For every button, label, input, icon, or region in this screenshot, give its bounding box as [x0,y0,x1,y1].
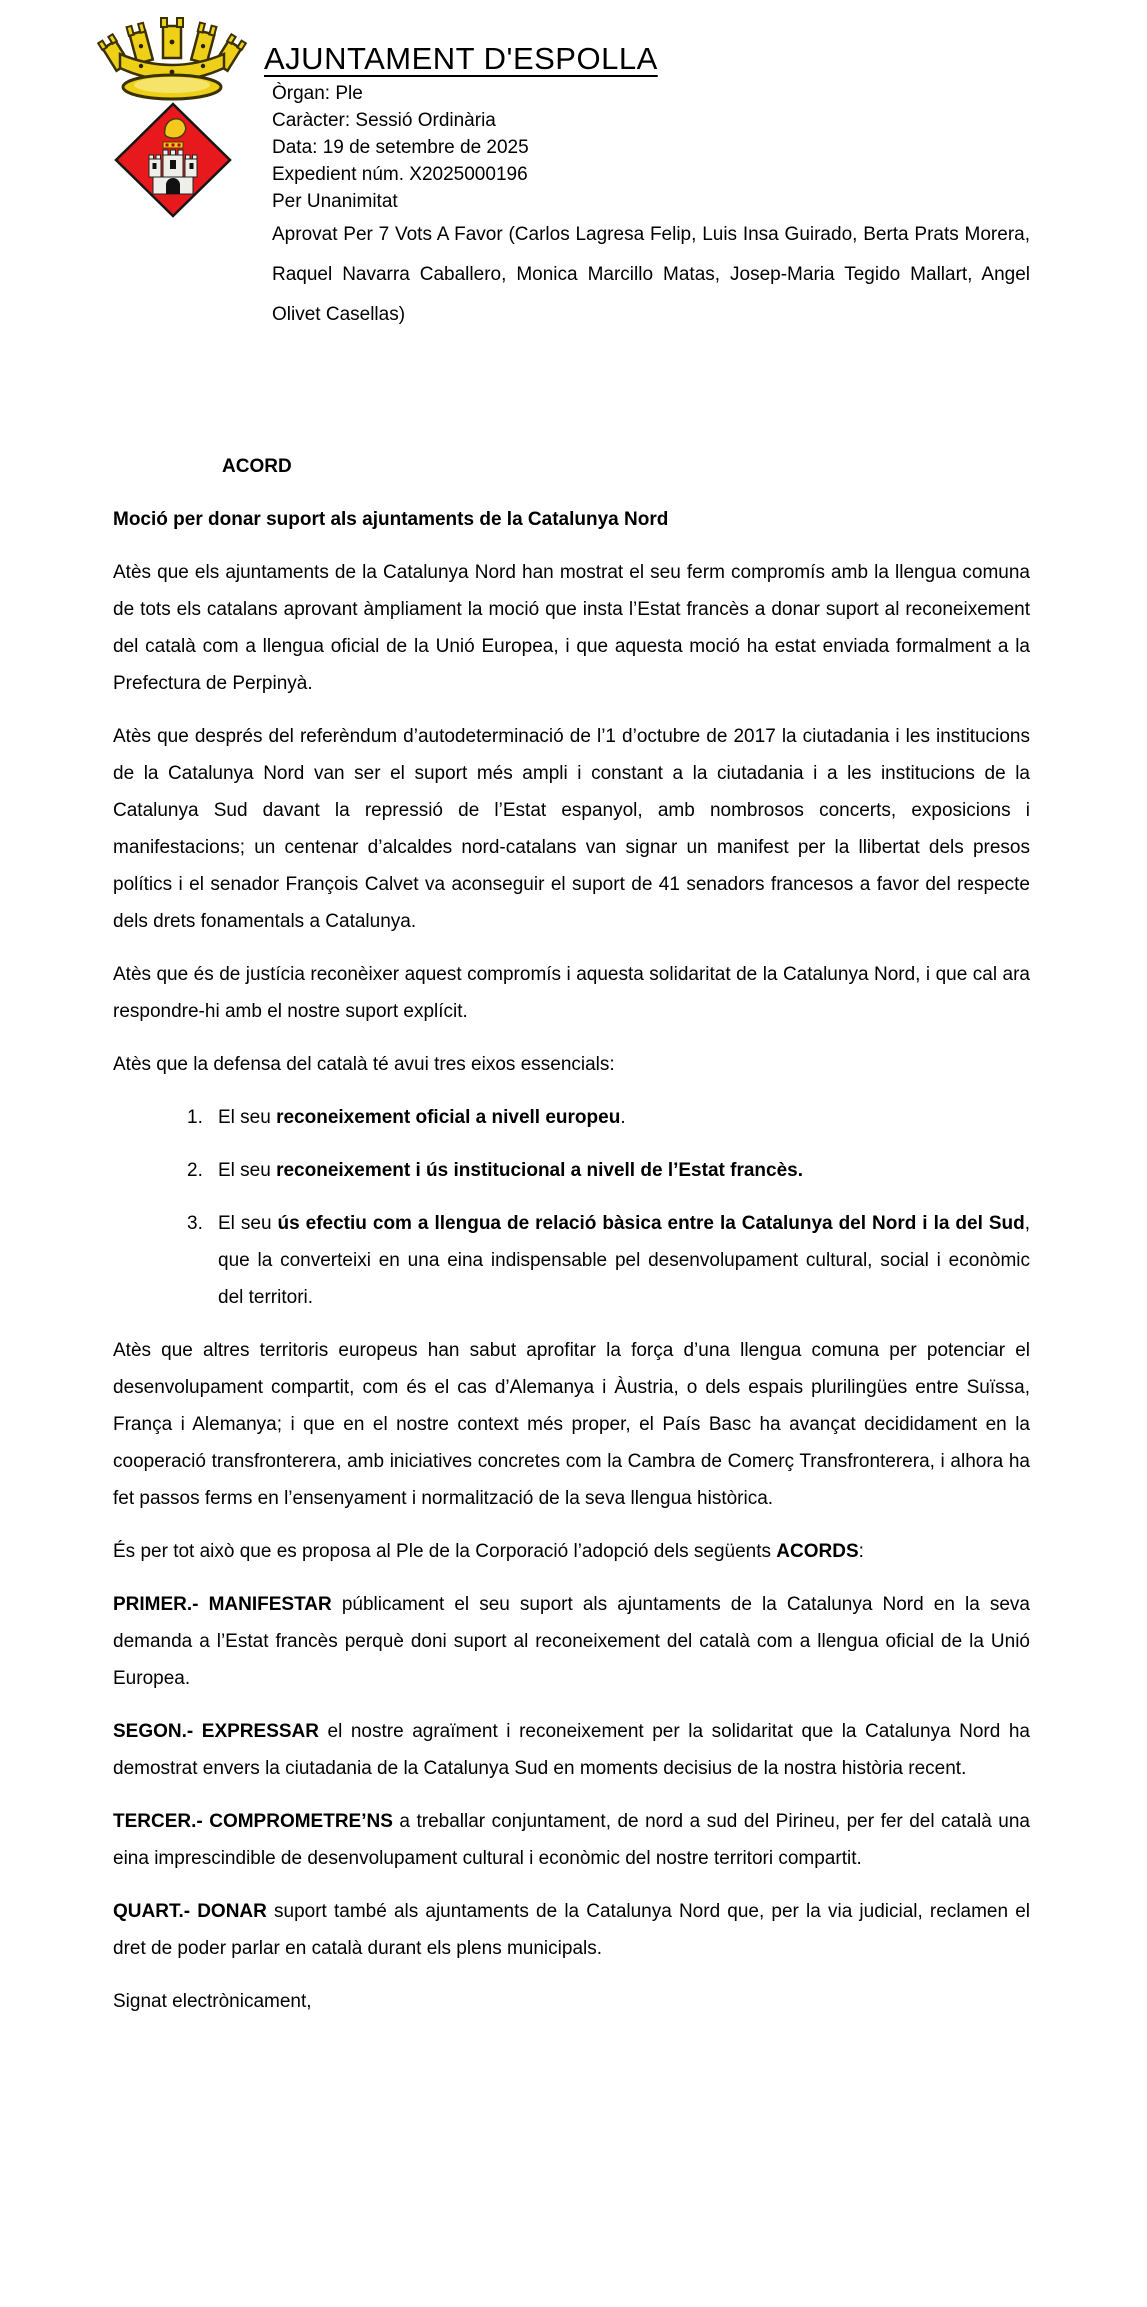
list-item [187,1152,1030,1189]
list-item-text: El seu ús efectiu com a llengua de relació bàsica entre la Catalunya del Nord i la del Sud, que la converteixi en una eina indispensable pel desenvolupament cultural, social i econòmic del territori. [218,1213,1030,1308]
meta-line-character: Caràcter: Sessió Ordinària [272,110,496,131]
list-item-text: El seu reconeixement oficial a nivell europeu. [218,1107,626,1128]
approval-text: Aprovat Per 7 Vots A Favor (Carlos Lagresa Felip, Luis Insa Guirado, Berta Prats Morera, Raquel Navarra Caballero, Monica Marcillo Matas, Josep-Maria Tegido Mallart, Angel Olivet Casellas) [272,224,1030,325]
document-body [113,448,1030,2020]
paragraph-3: Atès que és de justícia reconèixer aquest compromís i aquesta solidaritat de la Catalunya Nord, i que cal ara respondre-hi amb el nostre suport explícit. [113,964,1030,1022]
agreement-tercer: TERCER.- COMPROMETRE’NS a treballar conjuntament, de nord a sud del Pirineu, per fer del català una eina imprescindible de desenvolupament cultural i econòmic del nostre territori compartit. [113,1811,1030,1869]
list-item-number: 2. [187,1160,203,1181]
meta-line-organ: Òrgan: Ple [272,83,363,104]
agreement-segon: SEGON.- EXPRESSAR el nostre agraïment i reconeixement per la solidaritat que la Catalunya Nord ha demostrat envers la ciutadania de la Catalunya Sud en moments decisius de la nostra història recent. [113,1721,1030,1779]
meta-line-unanimity: Per Unanimitat [272,191,398,212]
paragraph-4: Atès que la defensa del català té avui tres eixos essencials: [113,1054,615,1075]
paragraph-2: Atès que després del referèndum d’autodeterminació de l’1 d’octubre de 2017 la ciutadania i les institucions de la Catalunya Nord van ser el suport més ampli i constant a la ciutadania i a les institucions de la Catalunya Sud davant la repressió de l’Estat espanyol, amb nombrosos concerts, exposicions i manifestacions; un centenar d’alcaldes nord-catalans van signar un manifest per la llibertat dels presos polítics i el senador François Calvet va aconseguir el suport de 41 senadors francesos a favor del respecte dels drets fonamentals a Catalunya. [113,726,1030,932]
paragraph-1: Atès que els ajuntaments de la Catalunya Nord han mostrat el seu ferm compromís amb la llengua comuna de tots els catalans aprovant àmpliament la moció que insta l’Estat francès a donar suport al reconeixement del català com a llengua oficial de la Unió Europea, i que aquesta moció ha estat enviada formalment a la Prefectura de Perpinyà. [113,562,1030,694]
list-item [187,1205,1030,1316]
agreement-quart: QUART.- DONAR suport també als ajuntaments de la Catalunya Nord que, per la via judicial, reclamen el dret de poder parlar en català durant els plens municipals. [113,1901,1031,1959]
meta-line-date: Data: 19 de setembre de 2025 [272,137,529,158]
meta-line-expedient: Expedient núm. X2025000196 [272,164,528,185]
list-item-number: 3. [187,1213,203,1234]
list-item-number: 1. [187,1107,203,1128]
page-title: AJUNTAMENT D'ESPOLLA [264,40,658,76]
crown-icon [96,16,248,104]
agreement-primer: PRIMER.- MANIFESTAR públicament el seu suport als ajuntaments de la Catalunya Nord en la seva demanda a l’Estat francès perquè doni suport al reconeixement del català com a llengua oficial de la Unió Europea. [113,1594,1030,1689]
list-item-text: El seu reconeixement i ús institucional a nivell de l’Estat francès. [218,1160,803,1181]
signature-line: Signat electrònicament, [113,1991,312,2012]
list-item [187,1099,1030,1136]
paragraph-6: És per tot això que es proposa al Ple de la Corporació l’adopció dels següents ACORDS: [113,1541,864,1562]
shield-icon [112,102,234,218]
section-heading: ACORD [222,456,292,477]
document-metadata [272,80,1030,335]
paragraph-5: Atès que altres territoris europeus han sabut aprofitar la força d’una llengua comuna per potenciar el desenvolupament compartit, com és el cas d’Alemanya i Àustria, o dels espais plurilingües entre Suïssa, França i Alemanya; i que en el nostre context més proper, el País Basc ha avançat decididament en la cooperació transfronterera, amb iniciatives concretes com la Cambra de Comerç Transfronterera, i alhora ha fet passos ferms en l’ensenyament i normalització de la seva llengua històrica. [113,1340,1030,1509]
motion-title: Moció per donar suport als ajuntaments de la Catalunya Nord [113,509,669,530]
